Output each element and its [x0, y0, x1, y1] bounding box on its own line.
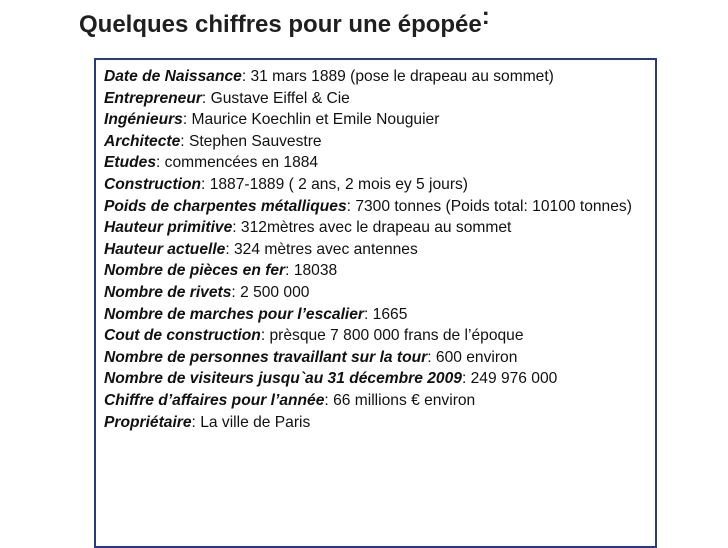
fact-separator: : — [180, 132, 189, 150]
fact-construction-cost — [104, 325, 651, 347]
fact-label: Poids de charpentes métalliques — [104, 197, 347, 215]
fact-separator: : — [225, 240, 234, 258]
fact-value: 249 976 000 — [470, 370, 558, 388]
fact-separator: : — [285, 262, 294, 280]
fact-birth-date — [104, 66, 651, 88]
fact-separator: : — [232, 219, 241, 237]
fact-separator: : — [364, 305, 373, 323]
fact-separator: : — [191, 413, 201, 431]
fact-label: Nombre de visiteurs jusqu`au 31 décembre 2009 — [104, 370, 462, 388]
fact-iron-pieces — [104, 260, 651, 282]
fact-label: Propriétaire — [104, 413, 192, 431]
fact-separator: : — [182, 111, 192, 129]
fact-metal-weight — [104, 196, 651, 218]
fact-label: Entrepreneur — [104, 89, 202, 107]
fact-label: Date de Naissance — [104, 68, 242, 85]
fact-value: 1887-1889 ( 2 ans, 2 mois ey 5 jours) — [209, 175, 469, 193]
fact-original-height — [104, 217, 651, 239]
fact-separator: : — [241, 68, 251, 85]
fact-label: Hauteur actuelle — [104, 240, 226, 258]
fact-annual-revenue — [104, 390, 651, 412]
fact-separator: : — [231, 283, 241, 301]
fact-workers — [104, 347, 651, 369]
fact-value: Gustave Eiffel & Cie — [210, 89, 350, 107]
fact-separator: : — [201, 175, 210, 193]
fact-current-height — [104, 239, 651, 261]
fact-separator: : — [156, 154, 165, 172]
fact-label: Etudes — [104, 154, 156, 172]
fact-engineers — [104, 109, 651, 131]
fact-label: Chiffre d’affaires pour l’année — [104, 391, 325, 409]
fact-label: Architecte — [104, 132, 181, 150]
fact-label: Hauteur primitive — [104, 219, 233, 237]
fact-value: Maurice Koechlin et Emile Nouguier — [191, 111, 440, 129]
fact-value: 2 500 000 — [240, 283, 310, 301]
fact-value: La ville de Paris — [200, 413, 311, 431]
fact-label: Nombre de rivets — [104, 283, 232, 301]
fact-value: prèsque 7 800 000 frans de l’époque — [269, 327, 524, 345]
fact-value: 1665 — [372, 305, 408, 323]
fact-value: 600 environ — [435, 348, 518, 366]
fact-label: Nombre de marches pour l’escalier — [104, 305, 364, 323]
fact-value: 7300 tonnes (Poids total: 10100 tonnes) — [355, 197, 632, 215]
fact-value: 18038 — [293, 262, 338, 280]
fact-separator: : — [324, 391, 334, 409]
fact-rivets — [104, 282, 651, 304]
fact-visitors — [104, 368, 651, 390]
fact-value: 66 millions € environ — [333, 391, 476, 409]
fact-separator: : — [427, 348, 436, 366]
fact-separator: : — [201, 89, 211, 107]
fact-stair-steps — [104, 304, 651, 326]
fact-construction — [104, 174, 651, 196]
facts-list — [104, 66, 651, 433]
fact-separator: : — [461, 370, 471, 388]
fact-value: 324 mètres avec antennes — [234, 240, 418, 258]
fact-value: 31 mars 1889 (pose le drapeau au sommet) — [250, 68, 554, 85]
slide-title-text: Quelques chiffres pour une épopée — [79, 11, 482, 38]
fact-label: Ingénieurs — [104, 111, 183, 129]
fact-architect — [104, 131, 651, 153]
fact-value: 312mètres avec le drapeau au sommet — [240, 219, 512, 237]
fact-studies — [104, 152, 651, 174]
fact-label: Construction — [104, 175, 202, 193]
fact-value: commencées en 1884 — [164, 154, 319, 172]
fact-separator: : — [346, 197, 356, 215]
slide-title — [79, 3, 490, 40]
fact-value: Stephen Sauvestre — [188, 132, 322, 150]
fact-label: Cout de construction — [104, 327, 261, 345]
slide-title-colon: : — [481, 3, 490, 30]
fact-contractor — [104, 88, 651, 110]
fact-owner — [104, 412, 651, 434]
facts-box — [94, 58, 657, 548]
fact-label: Nombre de personnes travaillant sur la tour — [104, 348, 428, 366]
fact-separator: : — [260, 327, 270, 345]
fact-label: Nombre de pièces en fer — [104, 262, 286, 280]
